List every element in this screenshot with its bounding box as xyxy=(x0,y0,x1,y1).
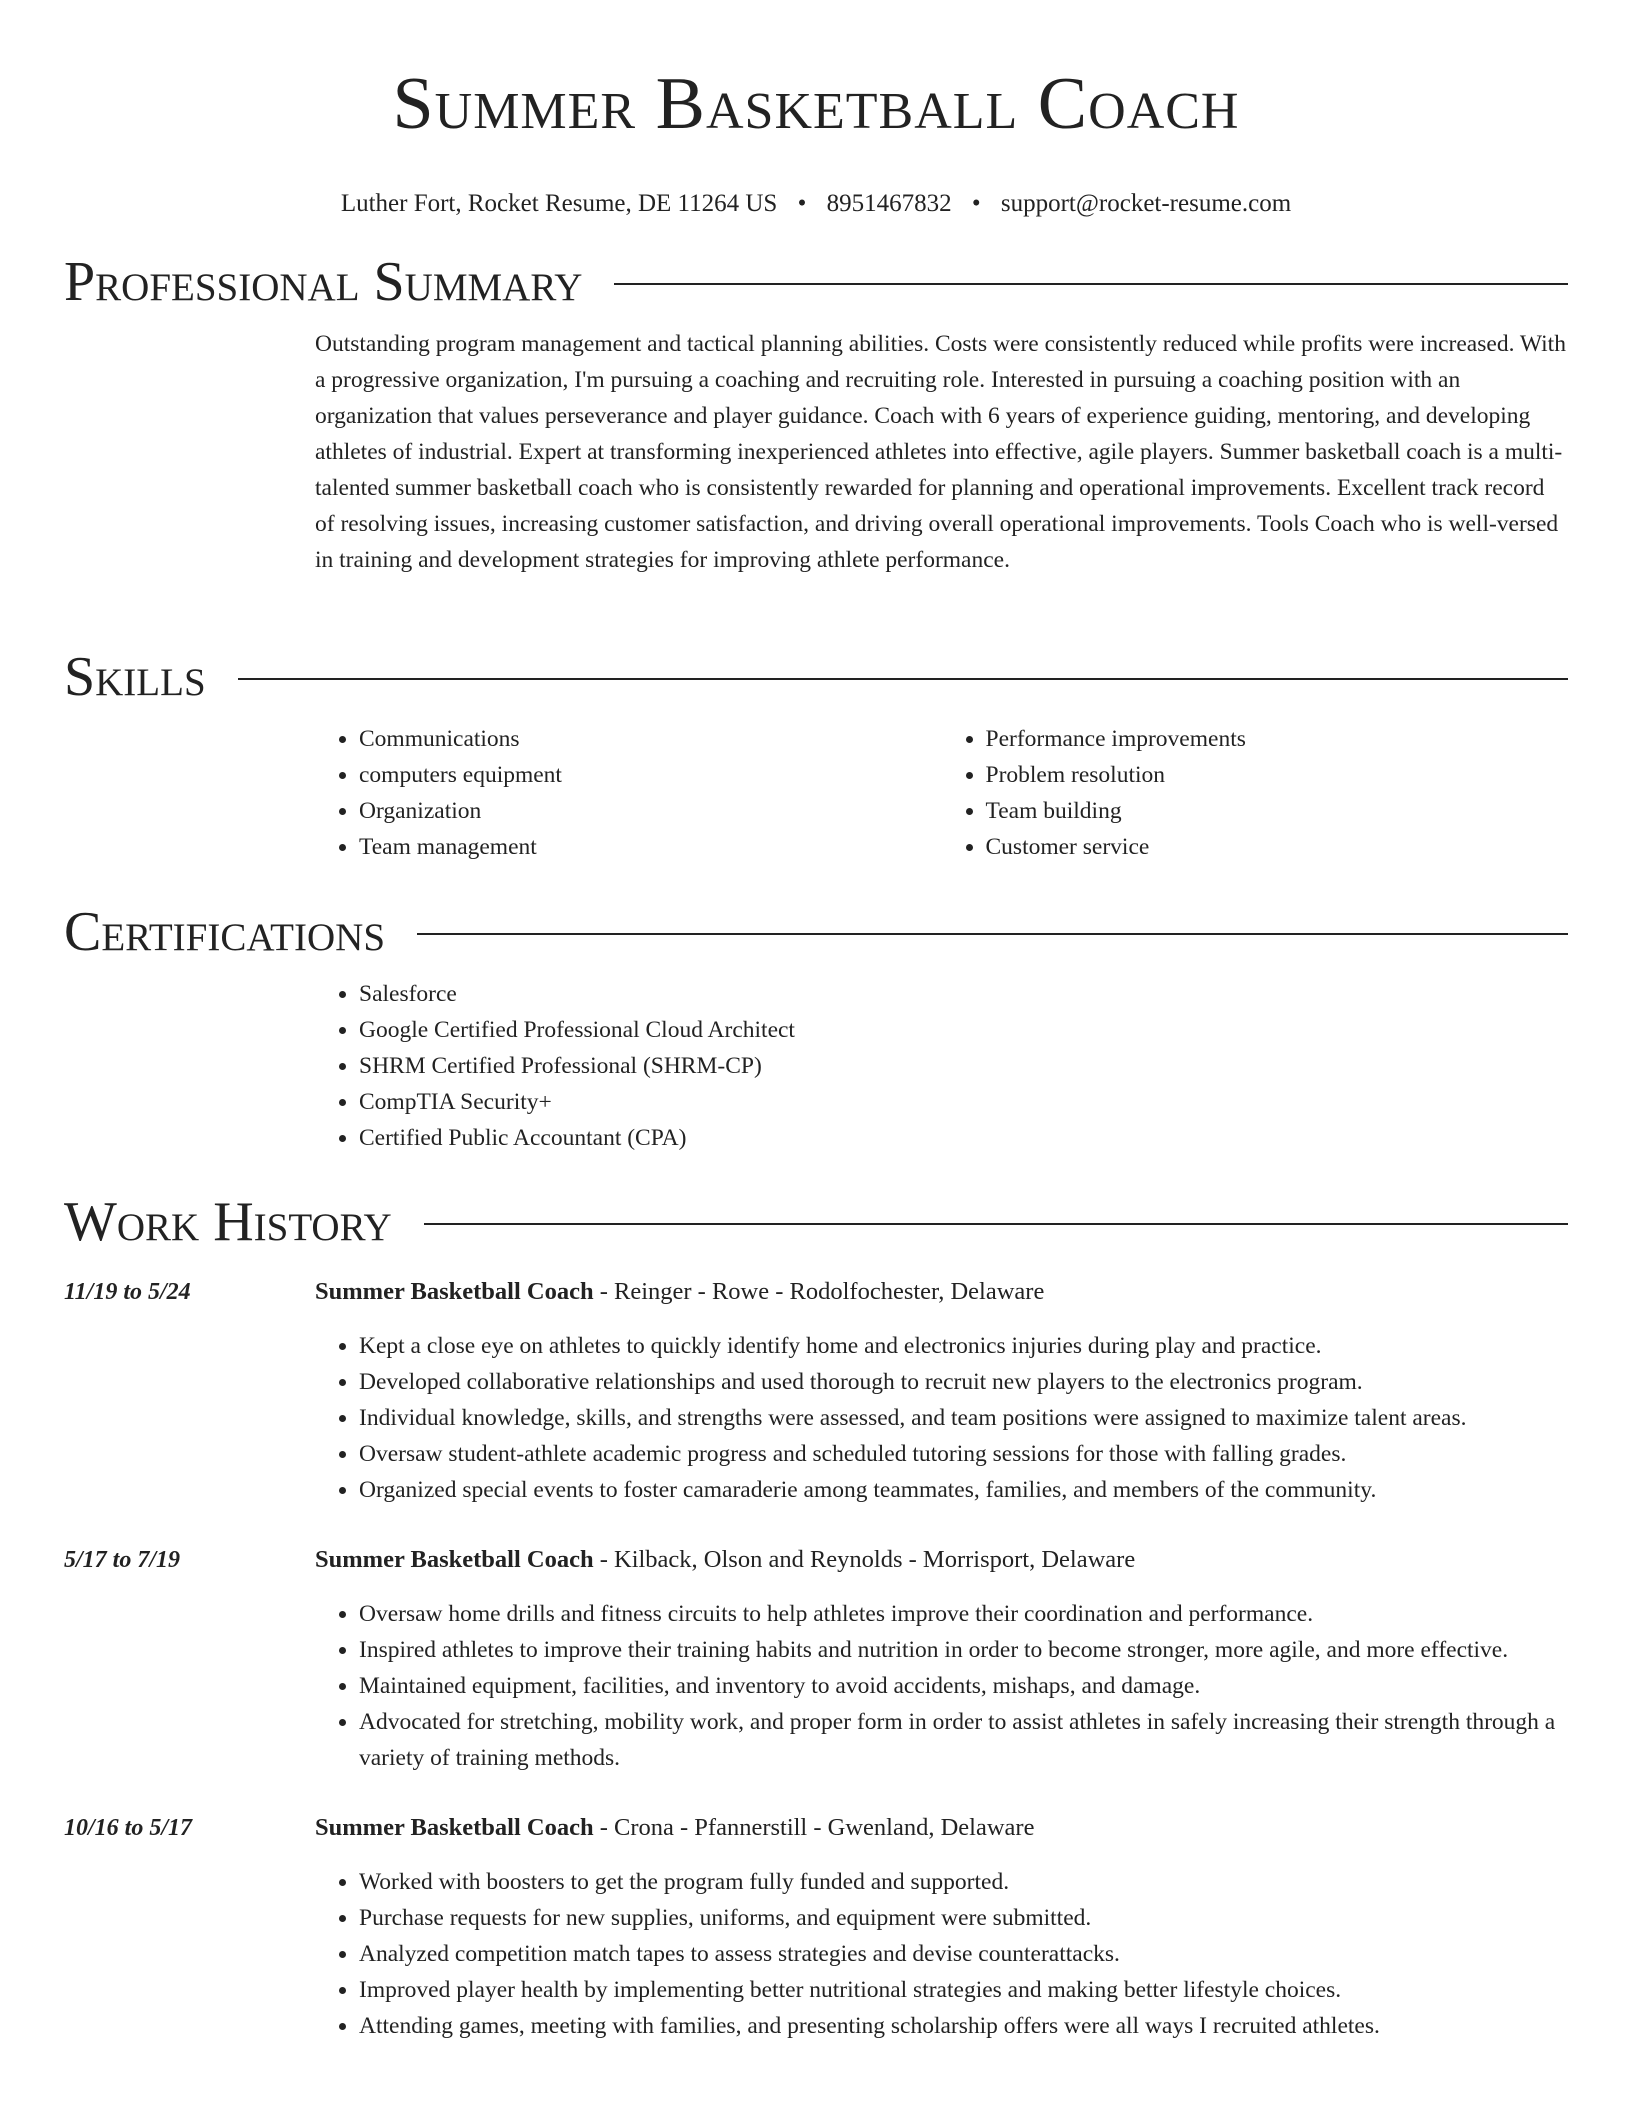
job-bullets xyxy=(315,1328,1568,1508)
job-bullet-list xyxy=(315,1596,1568,1776)
section-title: Work History xyxy=(64,1191,392,1253)
section-divider xyxy=(238,678,1568,680)
work-history-section xyxy=(64,1190,1568,2044)
job-bullet: • Oversaw home drills and fitness circuits to help athletes improve their coordination and performance. xyxy=(359,1596,1568,1632)
section-header xyxy=(64,645,1568,709)
job-dates: 11/19 to 5/24 xyxy=(64,1279,191,1305)
job-title: Summer Basketball Coach xyxy=(315,1814,594,1841)
job-bullet: • Analyzed competition match tapes to assess strategies and devise counterattacks. xyxy=(359,1936,1568,1972)
certification-item: • SHRM Certified Professional (SHRM-CP) xyxy=(359,1048,1568,1084)
job-bullet-list xyxy=(315,1864,1568,2044)
job-bullet: • Organized special events to foster camaraderie among teammates, families, and members of the community. xyxy=(359,1472,1568,1508)
job-bullet: • Purchase requests for new supplies, uniforms, and equipment were submitted. xyxy=(359,1900,1568,1936)
job-bullet: • Advocated for stretching, mobility work, and proper form in order to assist athletes in safely increasing their strength through a variety of training methods. xyxy=(359,1704,1568,1776)
job-bullet: • Maintained equipment, facilities, and inventory to avoid accidents, mishaps, and damage. xyxy=(359,1668,1568,1704)
job-bullet: • Improved player health by implementing better nutritional strategies and making better lifestyle choices. xyxy=(359,1972,1568,2008)
job-bullet: • Attending games, meeting with families, and presenting scholarship offers were all ways I recruited athletes. xyxy=(359,2008,1568,2044)
job-bullets xyxy=(315,1864,1568,2044)
job-entry xyxy=(64,1274,1568,1508)
certifications-bullets xyxy=(315,976,1568,1156)
skill-item: • Team building xyxy=(986,793,1569,829)
contact-email: support@rocket-resume.com xyxy=(1000,190,1292,217)
job-bullets xyxy=(315,1596,1568,1776)
certification-item: • Salesforce xyxy=(359,976,1568,1012)
section-title: Certifications xyxy=(64,901,386,963)
job-heading xyxy=(315,1274,1568,1310)
job-bullet: • Worked with boosters to get the program fully funded and supported. xyxy=(359,1864,1568,1900)
job-bullet: • Inspired athletes to improve their training habits and nutrition in order to become stronger, more agile, and more effective. xyxy=(359,1632,1568,1668)
skill-item: • Performance improvements xyxy=(986,721,1569,757)
section-divider xyxy=(424,1223,1568,1225)
job-heading xyxy=(315,1542,1568,1578)
certification-item: • Google Certified Professional Cloud Architect xyxy=(359,1012,1568,1048)
job-bullet: • Oversaw student-athlete academic progress and scheduled tutoring sessions for those with falling grades. xyxy=(359,1436,1568,1472)
skill-item: • Organization xyxy=(359,793,942,829)
contact-separator: • xyxy=(797,190,807,217)
job-bullet: • Developed collaborative relationships and used thorough to recruit new players to the electronics program. xyxy=(359,1364,1568,1400)
skills-list-left xyxy=(315,721,942,865)
job-dates: 5/17 to 7/19 xyxy=(64,1547,181,1573)
job-company: - Kilback, Olson and Reynolds - Morrisport, Delaware xyxy=(593,1546,1136,1573)
certifications-section xyxy=(64,900,1568,1156)
section-header xyxy=(64,250,1568,314)
contact-separator: • xyxy=(971,190,981,217)
skill-item: • Problem resolution xyxy=(986,757,1569,793)
certifications-list xyxy=(315,976,1568,1156)
section-divider xyxy=(614,283,1568,285)
contact-address: Luther Fort, Rocket Resume, DE 11264 US xyxy=(340,190,778,217)
skill-item: • Team management xyxy=(359,829,942,865)
job-bullet-list xyxy=(315,1328,1568,1508)
skills-section xyxy=(64,645,1568,865)
job-title: Summer Basketball Coach xyxy=(315,1278,594,1305)
job-entry xyxy=(64,1810,1568,2044)
job-title: Summer Basketball Coach xyxy=(315,1546,594,1573)
certification-item: • Certified Public Accountant (CPA) xyxy=(359,1120,1568,1156)
resume-name: Summer Basketball Coach xyxy=(392,63,1240,145)
skill-item: • Customer service xyxy=(986,829,1569,865)
contact-phone: 8951467832 xyxy=(826,190,952,217)
job-bullet: • Individual knowledge, skills, and strengths were assessed, and team positions were assigned to maximize talent areas. xyxy=(359,1400,1568,1436)
skills-grid xyxy=(315,721,1568,865)
skills-list-right xyxy=(942,721,1569,865)
section-title: Skills xyxy=(64,646,206,708)
job-bullet: • Kept a close eye on athletes to quickly identify home and electronics injuries during play and practice. xyxy=(359,1328,1568,1364)
job-heading xyxy=(315,1810,1568,1846)
section-divider xyxy=(417,933,1568,935)
section-title: Professional Summary xyxy=(64,251,583,313)
contact-line xyxy=(0,188,1632,220)
summary-section xyxy=(64,250,1568,578)
section-header xyxy=(64,1190,1568,1254)
summary-text: Outstanding program management and tactical planning abilities. Costs were consistently reduced while profits were increased. With a progressive organization, I'm pursuing a coaching and recruiting role. Interested in pursuing a coaching position with an organization that values perseverance and player guidance. Coach with 6 years of experience guiding, mentoring, and developing athletes of industrial. Expert at transforming inexperienced athletes into effective, agile players. Summer basketball coach is a multi-talented summer basketball coach who is consistently rewarded for planning and operational improvements. Excellent track record of resolving issues, increasing customer satisfaction, and driving overall operational improvements. Tools Coach who is well-versed in training and development strategies for improving athlete performance. xyxy=(315,331,1566,573)
section-header xyxy=(64,900,1568,964)
job-entry xyxy=(64,1542,1568,1776)
certification-item: • CompTIA Security+ xyxy=(359,1084,1568,1120)
job-company: - Reinger - Rowe - Rodolfochester, Delaware xyxy=(593,1278,1045,1305)
skill-item: • computers equipment xyxy=(359,757,942,793)
skill-item: • Communications xyxy=(359,721,942,757)
job-dates: 10/16 to 5/17 xyxy=(64,1815,193,1841)
job-company: - Crona - Pfannerstill - Gwenland, Delaware xyxy=(593,1814,1035,1841)
